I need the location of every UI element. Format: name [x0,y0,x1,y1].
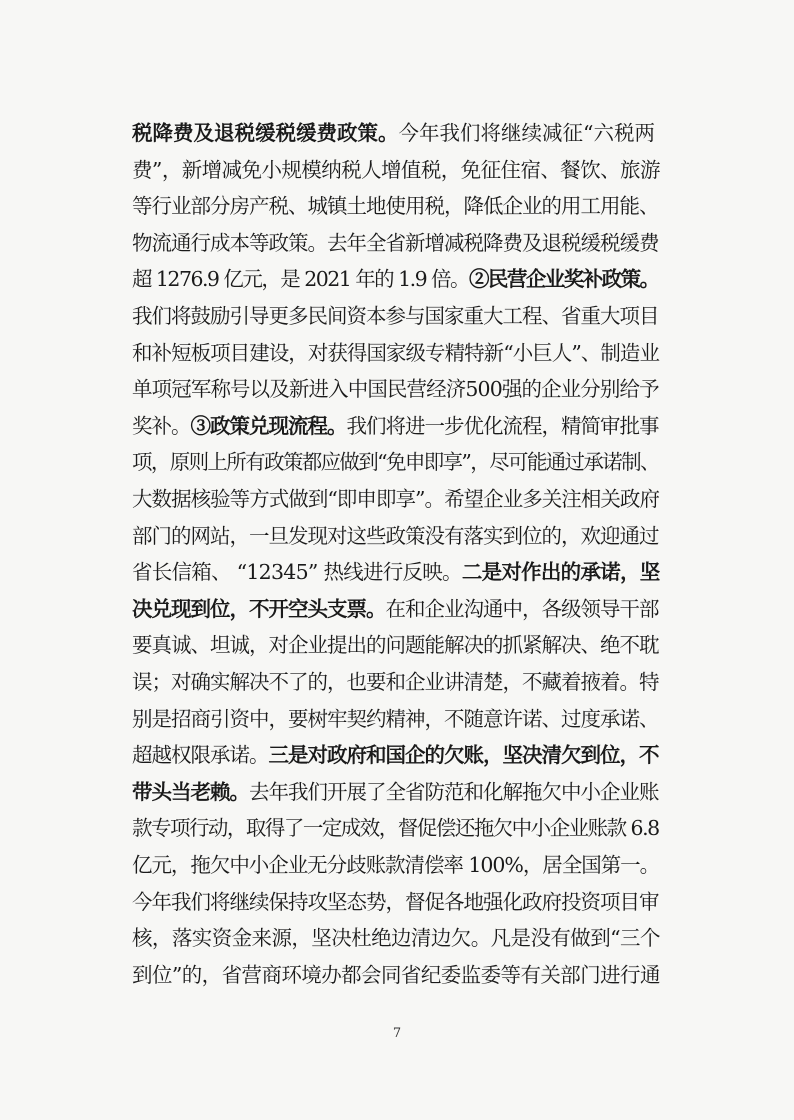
text-run: 等行业部分房产税、城镇土地使用税，降低企业的用工用能、 [132,194,659,219]
text-line [132,960,660,990]
text-line [132,813,660,843]
text-line [132,887,660,917]
text-run: 别是招商引资中，要树牢契约精神，不随意许诺、过度承诺、 [132,706,659,731]
text-line [132,630,660,660]
text-run: 误；对确实解决不了的，也要和企业讲清楚，不藏着掖着。特 [132,670,659,694]
bold-heading-run: 二是对作出的承诺，坚 [461,560,660,585]
bold-heading-run: 税降费及退税缓税缓费政策。 [132,121,399,145]
text-run: 部门的网站，一旦发现对这些政策没有落实到位的，欢迎通过 [132,523,659,548]
text-run: 在和企业沟通中，各级领导干部 [385,596,659,621]
text-line [132,484,660,514]
text-line [132,923,660,953]
text-run: 和补短板项目建设，对获得国家级专精特新“小巨人”、制造业 [132,340,659,365]
text-run: 我们将进一步优化流程，精简审批事 [346,413,659,438]
text-run: 省长信箱、 “12345” 热线进行反映。 [132,560,462,585]
text-run: 超 1276.9 亿元，是 2021 年的 1.9 倍。 [132,267,469,292]
text-run: 超越权限承诺。 [132,743,269,768]
text-run: 费”，新增减免小规模纳税人增值税，免征住宿、餐饮、旅游 [132,157,660,182]
bold-heading-run: 三是对政府和国企的欠账，坚决清欠到位，不 [268,743,659,768]
text-run: 单项冠军称号以及新进入中国民营经济500强的企业分别给予 [132,377,659,402]
text-line [132,777,660,807]
text-line [132,301,660,331]
text-line [132,740,660,770]
text-run: 项，原则上所有政策都应做到“免申即享”，尽可能通过承诺制、 [132,450,659,475]
text-line [132,374,660,404]
text-line [132,411,660,441]
text-run: 今年我们将继续保持攻坚态势，督促各地强化政府投资项目审 [132,889,659,914]
bold-heading-run: 带头当老赖。 [132,779,249,804]
text-line [132,338,660,368]
text-run: 大数据核验等方式做到“即申即享”。希望企业多关注相关政府 [132,487,659,511]
text-run: 亿元，拖欠中小企业无分歧账款清偿率 100%，居全国第一。 [132,853,660,877]
text-line [132,704,660,734]
text-run: 奖补。 [132,413,191,438]
text-run: 要真诚、坦诚，对企业提出的问题能解决的抓紧解决、绝不耽 [132,633,659,658]
text-line [132,594,660,624]
text-line [132,264,660,294]
bold-heading-run: ②民营企业奖补政策。 [468,267,659,292]
text-run: 物流通行成本等政策。去年全省新增减税降费及退税缓税缓费 [132,230,659,255]
text-line [132,447,660,477]
text-line [132,118,660,148]
text-line [132,557,660,587]
text-line [132,521,660,551]
text-line [132,155,660,185]
text-run: 去年我们开展了全省防范和化解拖欠中小企业账 [249,779,659,804]
text-run: 核，落实资金来源，坚决杜绝边清边欠。凡是没有做到“三个 [132,926,660,951]
text-line [132,850,660,880]
text-run: 到位”的，省营商环境办都会同省纪委监委等有关部门进行通 [132,962,660,987]
text-line [132,191,660,221]
text-run: 今年我们将继续减征“六税两 [398,121,655,145]
page-number: 7 [392,1026,402,1041]
text-line [132,667,660,697]
bold-heading-run: ③政策兑现流程。 [190,413,347,438]
text-line [132,228,660,258]
bold-heading-run: 决兑现到位，不开空头支票。 [132,596,386,621]
text-run: 款专项行动，取得了一定成效，督促偿还拖欠中小企业账款 6.8 [132,816,659,841]
text-run: 我们将鼓励引导更多民间资本参与国家重大工程、省重大项目 [132,304,659,328]
